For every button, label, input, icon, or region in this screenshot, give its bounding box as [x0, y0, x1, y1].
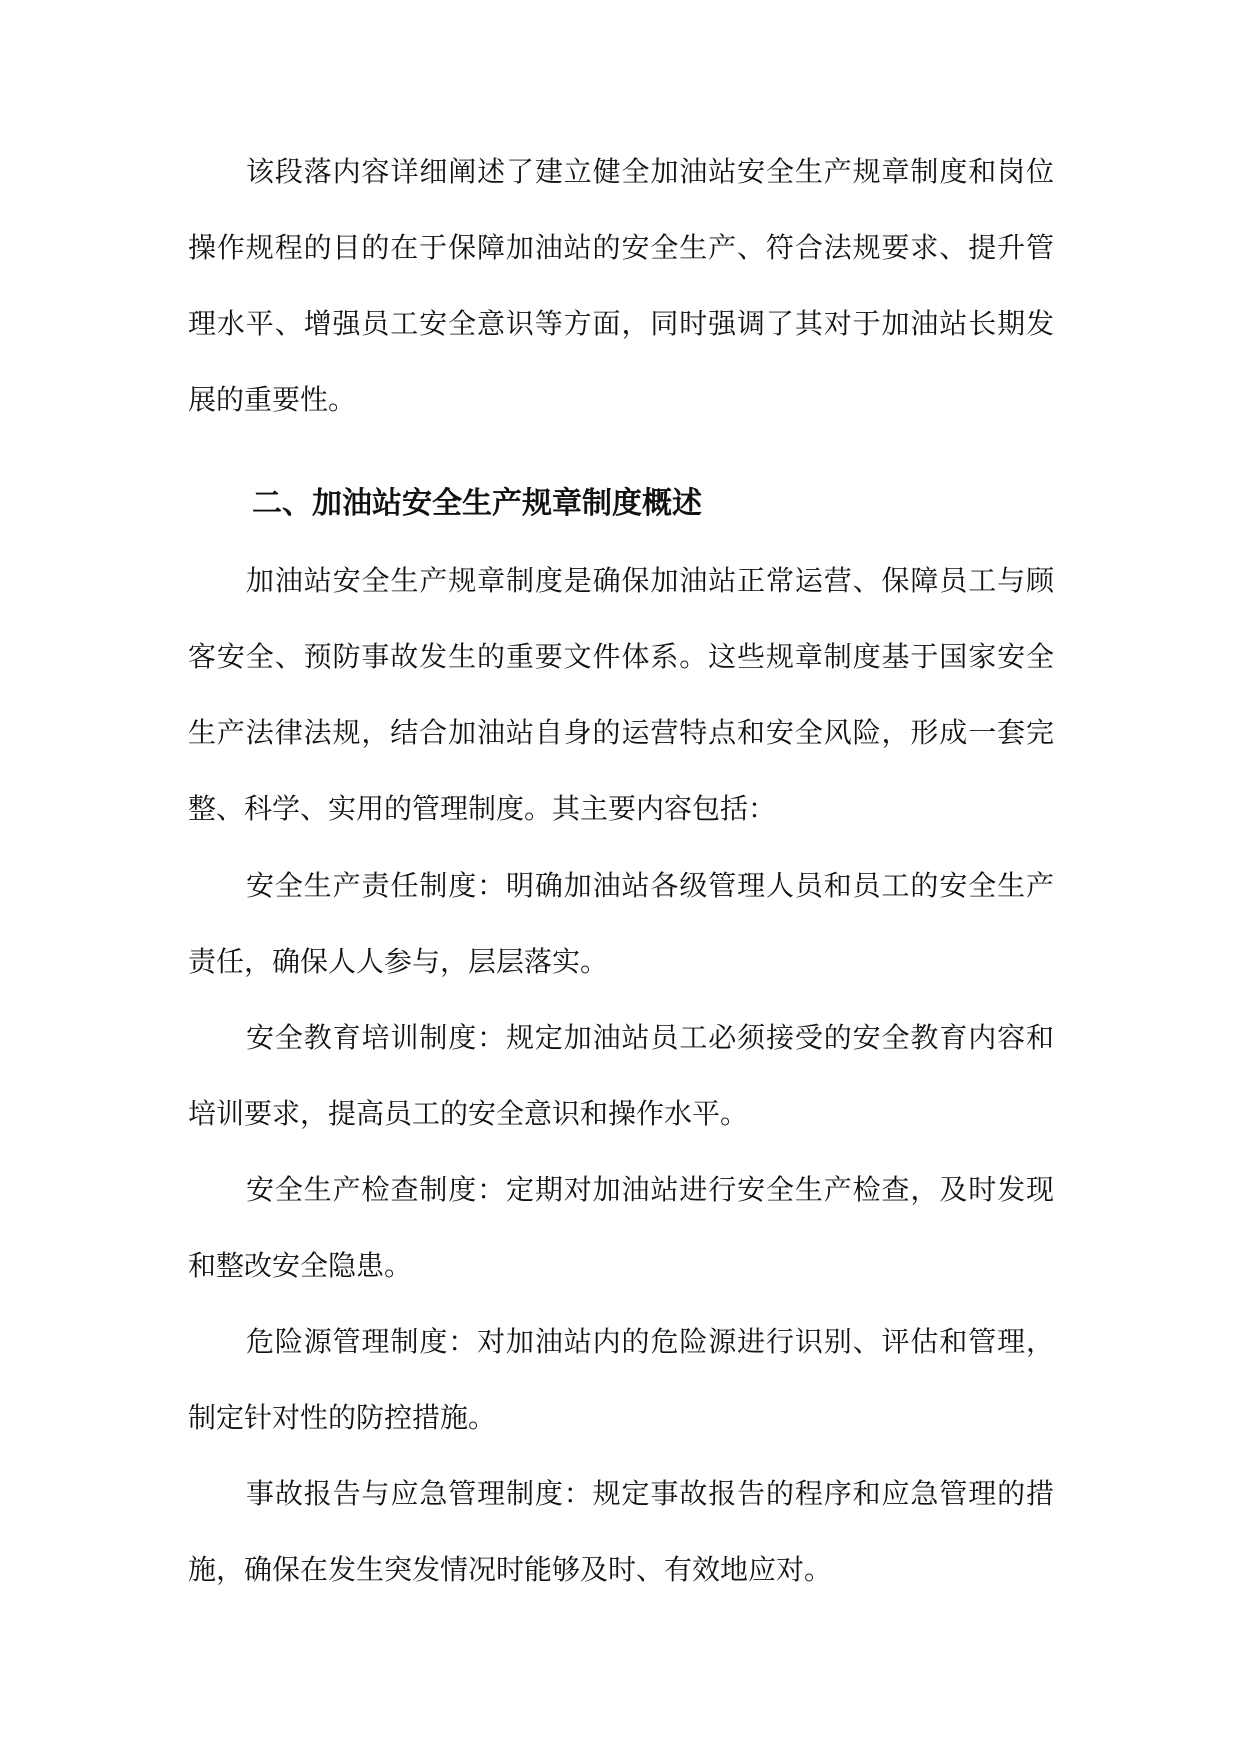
list-item: 安全生产检查制度：定期对加油站进行安全生产检查，及时发现和整改安全隐患。: [188, 1173, 1054, 1282]
overview-paragraph: 加油站安全生产规章制度是确保加油站正常运营、保障员工与顾客安全、预防事故发生的重要文件体系。这些规章制度基于国家安全生产法律法规，结合加油站自身的运营特点和安全风险，形成一套完整、科学、实用的管理制度。其主要内容包括：: [188, 564, 1054, 825]
section-heading: 二、加油站安全生产规章制度概述: [252, 486, 702, 521]
intro-paragraph: 该段落内容详细阐述了建立健全加油站安全生产规章制度和岗位操作规程的目的在于保障加油站的安全生产、符合法规要求、提升管理水平、增强员工安全意识等方面，同时强调了其对于加油站长期发展的重要性。: [188, 155, 1054, 416]
list-item: 事故报告与应急管理制度：规定事故报告的程序和应急管理的措施，确保在发生突发情况时能够及时、有效地应对。: [188, 1477, 1054, 1586]
list-item: 安全生产责任制度：明确加油站各级管理人员和员工的安全生产责任，确保人人参与，层层落实。: [188, 869, 1054, 978]
list-item: 危险源管理制度：对加油站内的危险源进行识别、评估和管理，制定针对性的防控措施。: [188, 1325, 1054, 1434]
list-item: 安全教育培训制度：规定加油站员工必须接受的安全教育内容和培训要求，提高员工的安全意识和操作水平。: [188, 1021, 1054, 1130]
